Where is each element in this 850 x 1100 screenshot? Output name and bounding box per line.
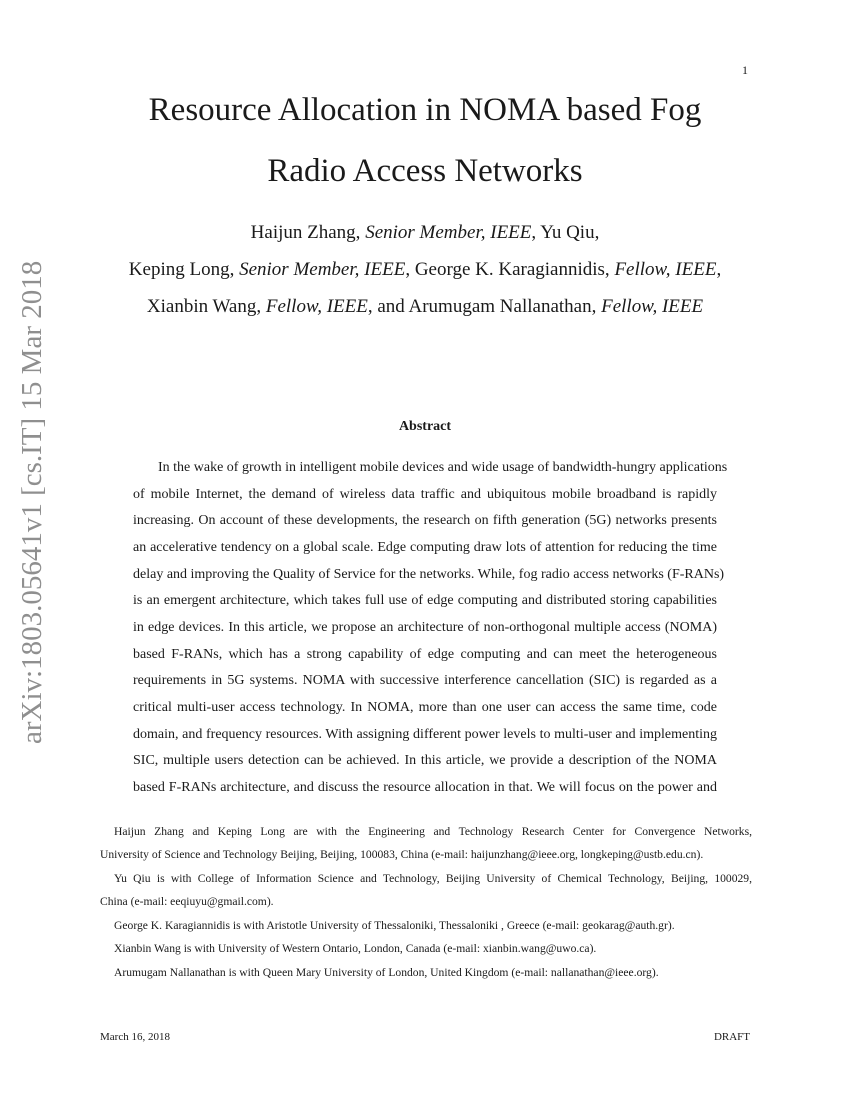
- footer-status: DRAFT: [713, 1031, 750, 1043]
- author-membership: Senior Member, IEEE: [239, 259, 406, 280]
- author-name: , and Arumugam Nallanathan,: [367, 296, 602, 317]
- author-name: Haijun Zhang,: [250, 222, 366, 243]
- footnote-line: George K. Karagiannidis is with Aristotle University of Thessaloniki, Thessaloniki , Greece (e-mail: geokarag@auth.gr).: [114, 919, 675, 932]
- abstract-line: SIC, multiple users detection can be achieved. In this article, we provide a description of the NOMA: [133, 753, 717, 768]
- footnote-line: China (e-mail: eeqiuyu@gmail.com).: [100, 895, 274, 908]
- abstract-line: critical multi-user access technology. In NOMA, more than one user can access the same time, code: [133, 700, 717, 715]
- abstract-line: domain, and frequency resources. With assigning different power levels to multi-user and implementing: [133, 727, 717, 742]
- author-line-1: [0, 222, 850, 244]
- abstract-line: In the wake of growth in intelligent mobile devices and wide usage of bandwidth-hungry applications: [158, 460, 728, 475]
- author-name: Keping Long,: [128, 259, 240, 280]
- footnote-line: Arumugam Nallanathan is with Queen Mary University of London, United Kingdom (e-mail: nallanathan@ieee.org).: [114, 966, 659, 979]
- abstract-heading: Abstract: [398, 419, 452, 434]
- abstract-line: of mobile Internet, the demand of wireless data traffic and ubiquitous mobile broadband is rapidly: [133, 487, 717, 502]
- author-separator: ,: [716, 259, 722, 280]
- paper-title-line-1: Resource Allocation in NOMA based Fog: [148, 92, 702, 128]
- author-membership: Fellow, IEEE: [601, 296, 704, 317]
- footer-date: March 16, 2018: [100, 1031, 170, 1043]
- author-name: , George K. Karagiannidis,: [405, 259, 615, 280]
- paper-title-line-2: Radio Access Networks: [267, 153, 583, 189]
- author-membership: Fellow, IEEE: [265, 296, 368, 317]
- footnote-line: Yu Qiu is with College of Information Science and Technology, Beijing University of Chemical Technology, Beijing, 100029,: [114, 872, 752, 885]
- abstract-line: increasing. On account of these developments, the research on fifth generation (5G) networks presents: [133, 513, 717, 528]
- arxiv-stamp: arXiv:1803.05641v1 [cs.IT] 15 Mar 2018: [16, 260, 48, 744]
- author-membership: Senior Member, IEEE: [365, 222, 532, 243]
- author-name: Xianbin Wang,: [146, 296, 266, 317]
- abstract-line: based F-RANs, which has a strong capability of edge computing and can meet the heterogeneous: [133, 647, 717, 662]
- footnote-line: University of Science and Technology Beijing, Beijing, 100083, China (e-mail: haijunzhang@ieee.org, longkeping@ustb.edu.cn).: [100, 848, 704, 861]
- footnote-line: Haijun Zhang and Keping Long are with the Engineering and Technology Research Center for Convergence Networks,: [114, 825, 752, 838]
- author-line-3: [0, 296, 850, 318]
- abstract-line: based F-RANs architecture, and discuss the resource allocation in that. We will focus on the power and: [133, 780, 717, 795]
- author-name: , Yu Qiu,: [531, 222, 600, 243]
- abstract-line: an accelerative tendency on a global scale. Edge computing draw lots of attention for reducing the time: [133, 540, 717, 555]
- abstract-line: in edge devices. In this article, we propose an architecture of non-orthogonal multiple access (NOMA): [133, 620, 717, 635]
- author-membership: Fellow, IEEE: [614, 259, 717, 280]
- page-number: 1: [742, 63, 748, 77]
- abstract-line: requirements in 5G systems. NOMA with successive interference cancellation (SIC) is regarded as a: [133, 673, 717, 688]
- abstract-line: is an emergent architecture, which takes full use of edge computing and distributed storing capabilities: [133, 593, 717, 608]
- footnote-line: Xianbin Wang is with University of Western Ontario, London, Canada (e-mail: xianbin.wang@uwo.ca).: [114, 942, 597, 955]
- abstract-line: delay and improving the Quality of Service for the networks. While, fog radio access networks (F-RANs): [133, 567, 725, 582]
- author-line-2: [0, 259, 850, 281]
